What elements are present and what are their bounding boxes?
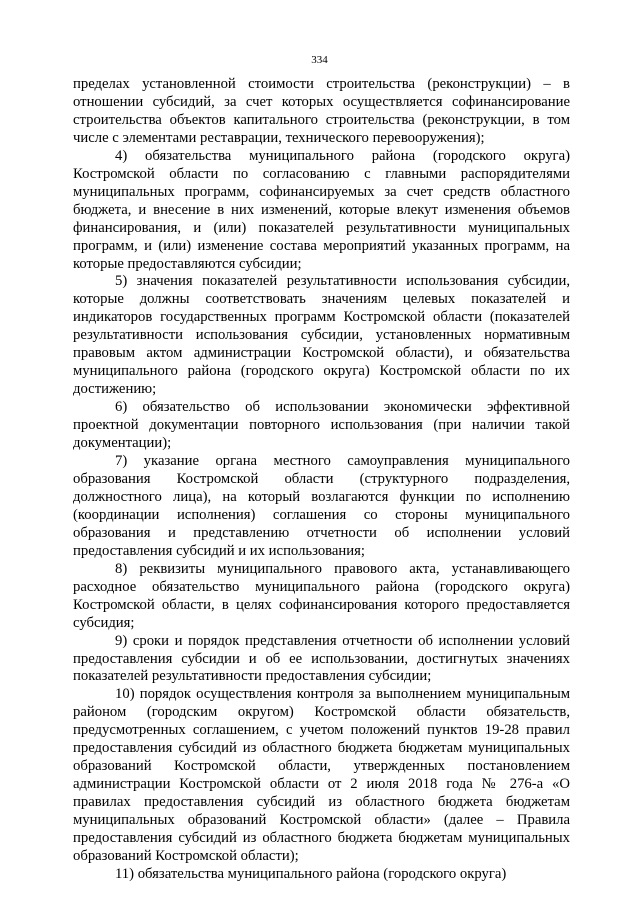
paragraph-item-5: 5) значения показателей результативности использования субсидии, которые должны соответствовать значениям целевых показателей и индикаторов государственных программ Костромской области (показателей результативности использования субсидии, установленных нормативным правовым актом администрации Костромской области), и обязательства муниципального района (городского округа) Костромской области по их достижению; — [73, 273, 570, 398]
paragraph-item-6: 6) обязательство об использовании экономически эффективной проектной документации повторного использования (при наличии такой документации); — [73, 399, 570, 452]
paragraph-continuation: пределах установленной стоимости строительства (реконструкции) – в отношении субсидий, за счет которых осуществляется софинансирование строительства объектов капитального строительства (реконструкции, в том числе с элементами реставрации, технического перевооружения); — [73, 76, 570, 146]
page-number: 334 — [311, 54, 328, 66]
paragraph-item-10: 10) порядок осуществления контроля за выполнением муниципальным районом (городским округом) Костромской области обязательств, предусмотренных соглашением, с учетом положений пунктов 19-28 правил предоставления субсидий из областного бюджета бюджетам муниципальных образований Костромской области, утвержденных постановлением администрации Костромской области от 2 июля 2018 года № 276-а «О правилах предоставления субсидий из областного бюджета бюджетам муниципальных образований Костромской области» (далее – Правила предоставления субсидий из областного бюджета бюджетам муниципальных образований Костромской области); — [73, 686, 570, 864]
paragraph-item-4: 4) обязательства муниципального района (городского округа) Костромской области по согласованию с главными распорядителями муниципальных программ, софинансируемых за счет средств областного бюджета, и внесение в них изменений, которые влекут изменения объемов финансирования, и (или) показателей результативности муниципальных программ, и (или) изменение состава мероприятий указанных программ, на которые предоставляются субсидии; — [73, 147, 570, 272]
paragraph-item-9: 9) сроки и порядок представления отчетности об исполнении условий предоставления субсидии и об ее использовании, достигнутых значениях показателей результативности предоставления субсидии; — [73, 632, 570, 685]
paragraph-item-11: 11) обязательства муниципального района (городского округа) — [115, 865, 507, 882]
paragraph-item-7: 7) указание органа местного самоуправления муниципального образования Костромской области (структурного подразделения, должностного лица), на который возлагаются функции по исполнению (координации исполнения) соглашения со стороны муниципального образования и представлению отчетности об исполнении условий предоставления субсидий и их использования; — [73, 453, 570, 559]
document-body — [73, 76, 570, 884]
paragraph-item-8: 8) реквизиты муниципального правового акта, устанавливающего расходное обязательство муниципального района (городского округа) Костромской области, в целях софинансирования которого предоставляется субсидия; — [73, 560, 570, 631]
